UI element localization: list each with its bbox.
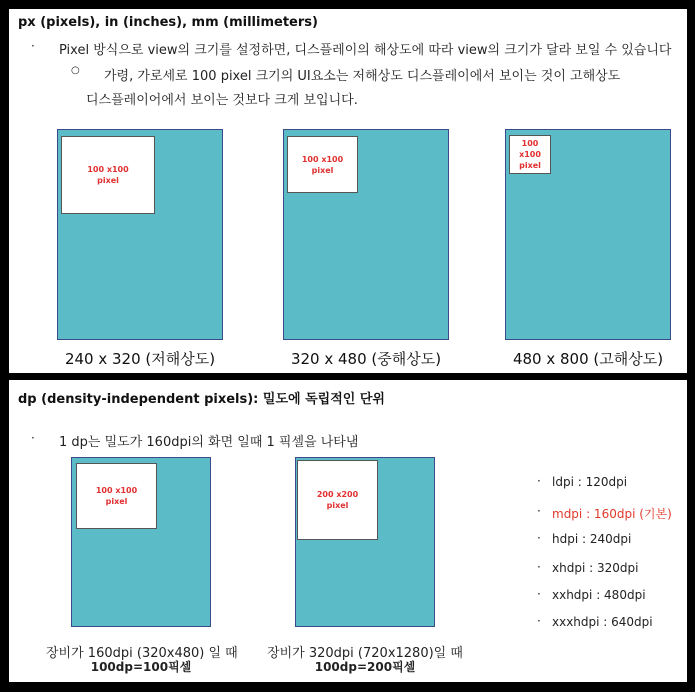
- xhdpi-caption-bold: 100dp=200픽셀: [314, 660, 416, 674]
- dpi-bullet: ·: [537, 587, 541, 601]
- mdpi-screen: [71, 457, 211, 627]
- px-bullet-text: Pixel 방식으로 view의 크기를 설정하면, 디스플레이의 해상도에 따라 view의 크기가 달라 보일 수 있습니다: [59, 43, 672, 58]
- mid-res-caption: 320 x 480 (중해상도): [290, 350, 442, 368]
- dpi-bullet: ·: [537, 504, 541, 518]
- dpi-item-hdpi: hdpi : 240dpi: [552, 532, 632, 546]
- bullet-dot: ·: [31, 431, 35, 445]
- px-section-panel: [9, 9, 687, 373]
- px-section-title: px (pixels), in (inches), mm (millimeters): [18, 15, 318, 30]
- dp-section-title: dp (density-independent pixels): 밀도에 독립적인 단위: [18, 392, 385, 407]
- high-res-screen: [505, 129, 671, 340]
- dpi-bullet: ·: [537, 474, 541, 488]
- sub-bullet-circle: ○: [71, 65, 80, 76]
- pixel-box-100: [509, 135, 551, 174]
- pixel-box-100: [76, 463, 157, 529]
- pixel-box-label: 100 x100 pixel: [95, 486, 138, 506]
- px-sub-bullet-line2: 디스플레이어에서 보이는 것보다 크게 보입니다.: [86, 93, 358, 108]
- high-res-caption: 480 x 800 (고해상도): [512, 350, 664, 368]
- xhdpi-screen: [295, 457, 435, 627]
- pixel-box-label: 100 x100 pixel: [87, 165, 129, 185]
- dpi-item-xxhdpi: xxhdpi : 480dpi: [552, 588, 646, 602]
- bullet-dot: ·: [31, 39, 35, 53]
- dp-section-panel: [9, 380, 687, 682]
- dpi-item-ldpi: ldpi : 120dpi: [552, 475, 628, 489]
- dpi-item-xhdpi: xhdpi : 320dpi: [552, 561, 639, 575]
- xhdpi-caption: 장비가 320dpi (720x1280)일 때: [267, 646, 463, 661]
- mdpi-caption: 장비가 160dpi (320x480) 일 때: [46, 646, 238, 661]
- dpi-item-xxxhdpi: xxxhdpi : 640dpi: [552, 615, 653, 629]
- dpi-bullet: ·: [537, 560, 541, 574]
- pixel-box-200: [297, 460, 378, 540]
- dpi-bullet: ·: [537, 614, 541, 628]
- pixel-box-label: 100 x100 pixel: [301, 154, 344, 175]
- pixel-box-100: [61, 136, 155, 214]
- low-res-caption: 240 x 320 (저해상도): [64, 350, 216, 368]
- dpi-bullet: ·: [537, 531, 541, 545]
- mid-res-screen: [283, 129, 449, 340]
- mdpi-caption-bold: 100dp=100픽셀: [90, 660, 192, 674]
- pixel-box-label: 100 x100 pixel: [519, 139, 541, 170]
- pixel-box-100: [287, 136, 358, 193]
- low-res-screen: [57, 129, 223, 340]
- dpi-item-mdpi: mdpi : 160dpi (기본): [552, 507, 672, 521]
- dp-bullet-text: 1 dp는 밀도가 160dpi의 화면 일때 1 픽셀을 나타냄: [59, 435, 359, 450]
- pixel-box-label: 200 x200 pixel: [316, 490, 359, 510]
- px-sub-bullet-line1: 가령, 가로세로 100 pixel 크기의 UI요소는 저해상도 디스플레이에서 보이는 것이 고해상도: [104, 69, 621, 84]
